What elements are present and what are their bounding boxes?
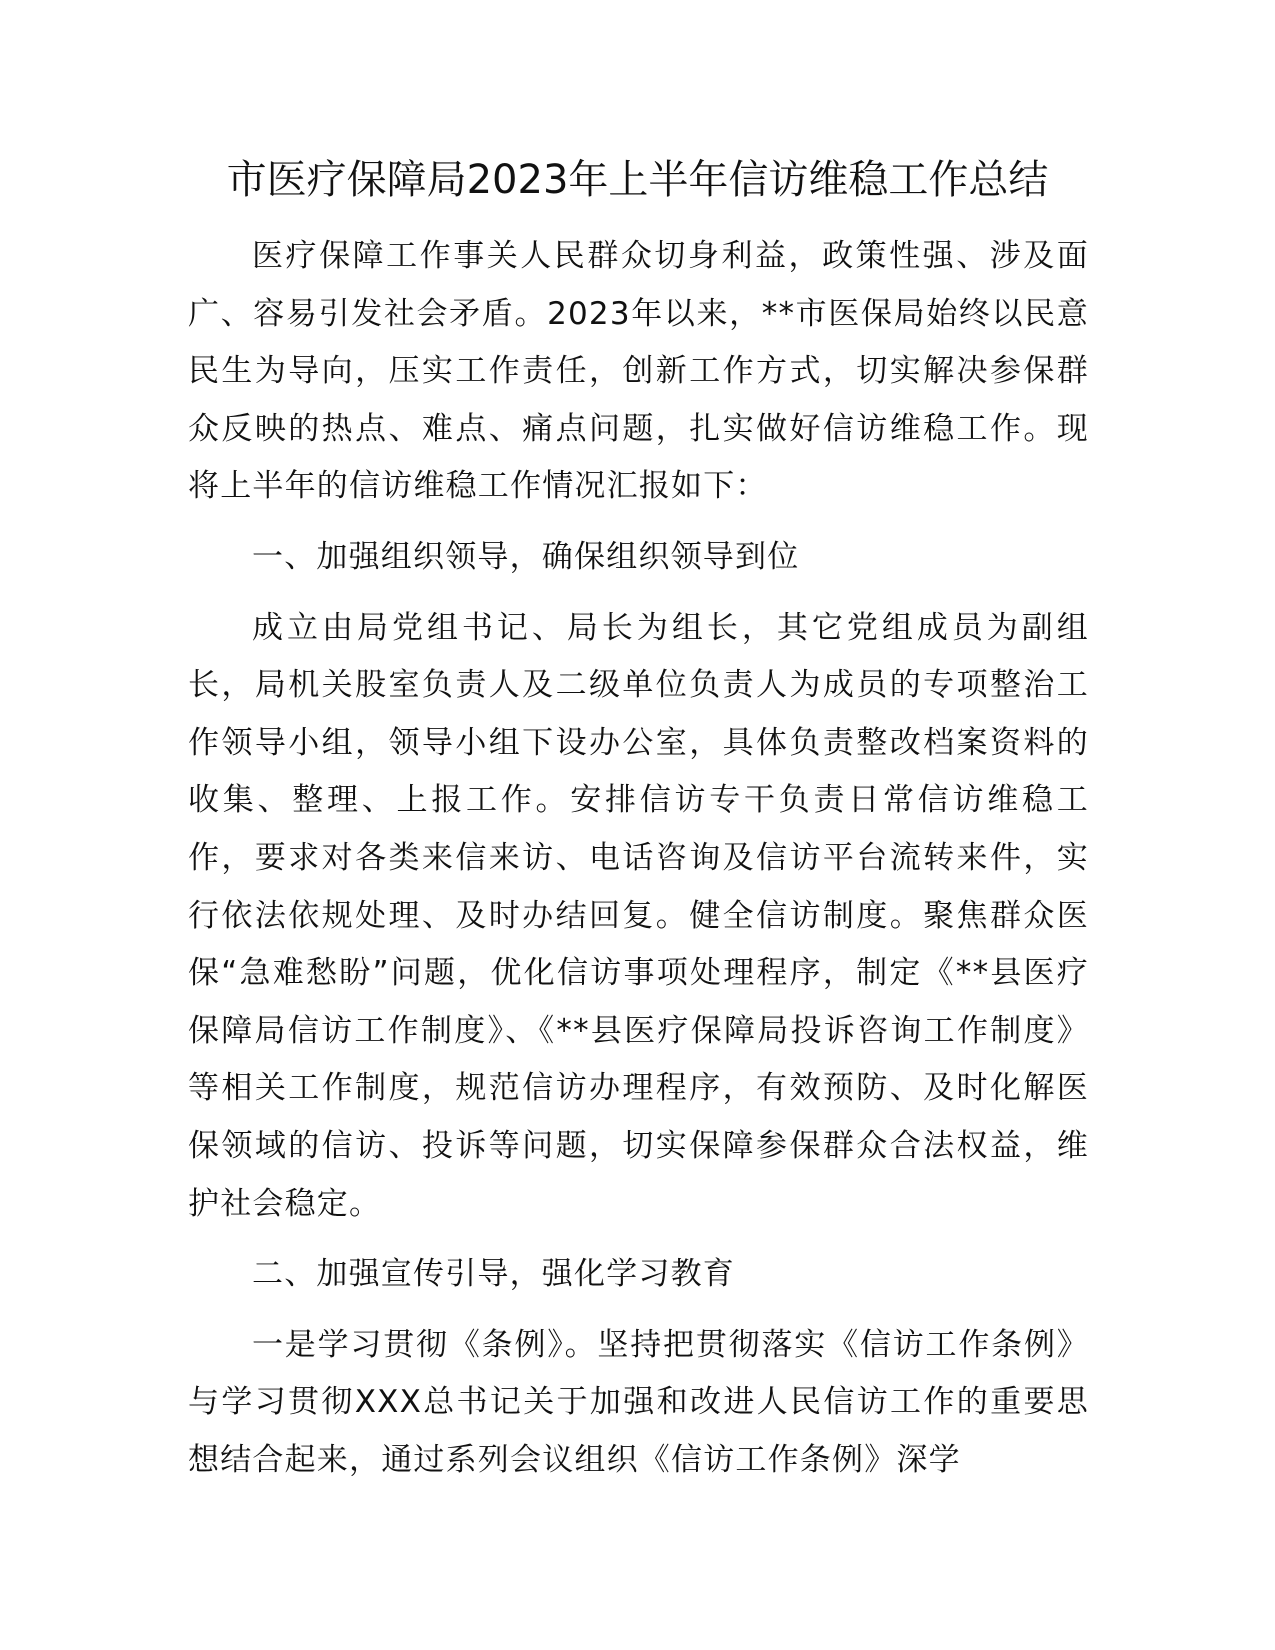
- section-heading-2: 二、加强宣传引导，强化学习教育: [252, 1256, 735, 1293]
- section-2-paragraph: 一是学习贯彻《条例》。坚持把贯彻落实《信访工作条例》与学习贯彻XXX总书记关于加强和改进人民信访工作的重要思想结合起来，通过系列会议组织《信访工作条例》深学: [188, 1326, 1089, 1478]
- intro-paragraph: 医疗保障工作事关人民群众切身利益，政策性强、涉及面广、容易引发社会矛盾。2023年以来，**市医保局始终以民意民生为导向，压实工作责任，创新工作方式，切实解决参保群众反映的热点、难点、痛点问题，扎实做好信访维稳工作。现将上半年的信访维稳工作情况汇报如下：: [188, 238, 1089, 505]
- section-1-paragraph: 成立由局党组书记、局长为组长，其它党组成员为副组长，局机关股室负责人及二级单位负责人为成员的专项整治工作领导小组，领导小组下设办公室，具体负责整改档案资料的收集、整理、上报工作。安排信访专干负责日常信访维稳工作，要求对各类来信来访、电话咨询及信访平台流转来件，实行依法依规处理、及时办结回复。健全信访制度。聚焦群众医保“急难愁盼”问题，优化信访事项处理程序，制定《**县医疗保障局信访工作制度》、《**县医疗保障局投诉咨询工作制度》等相关工作制度，规范信访办理程序，有效预防、及时化解医保领域的信访、投诉等问题，切实保障参保群众合法权益，维护社会稳定。: [188, 609, 1089, 1222]
- section-heading-1: 一、加强组织领导，确保组织领导到位: [252, 538, 800, 575]
- document-body: [188, 228, 1089, 1489]
- document-title: 市医疗保障局2023年上半年信访维稳工作总结: [226, 157, 1049, 203]
